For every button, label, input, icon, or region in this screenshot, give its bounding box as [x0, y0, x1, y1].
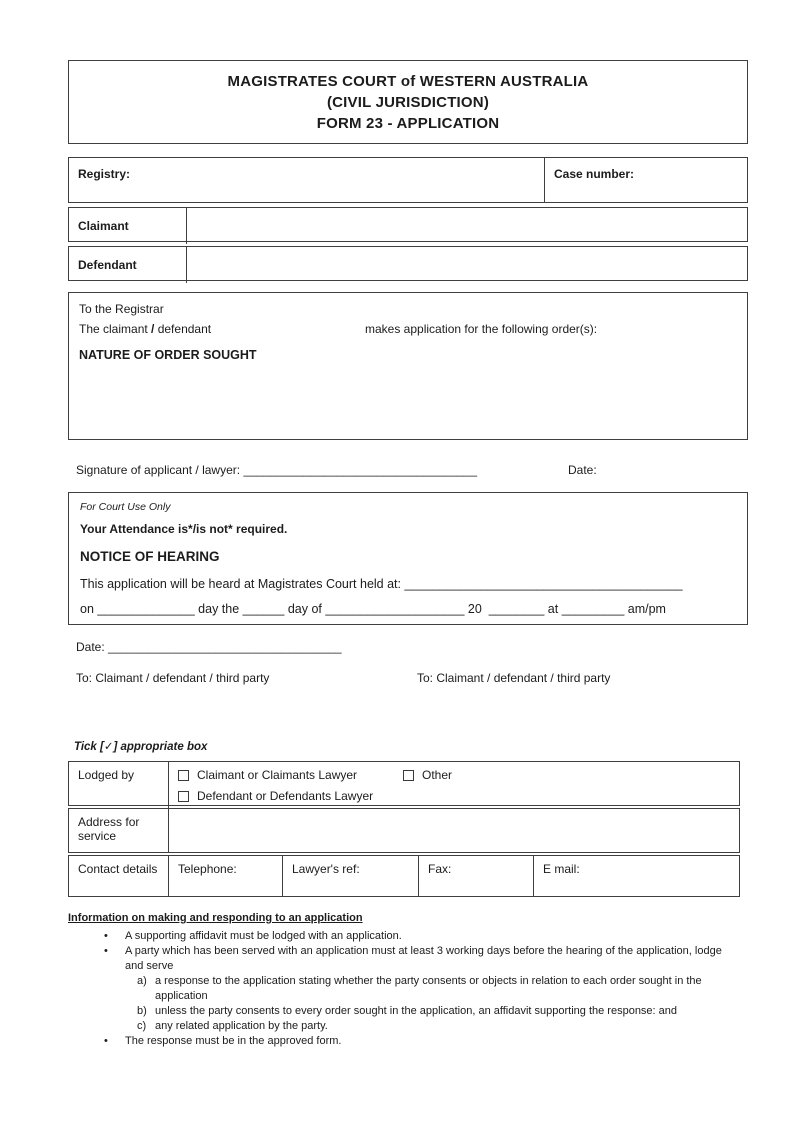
court-title: MAGISTRATES COURT of WESTERN AUSTRALIA — [227, 73, 589, 90]
address-for-service-label-cell — [69, 809, 168, 852]
lodged-by-line-1 — [178, 768, 730, 782]
registry-case-row — [68, 157, 748, 203]
defendant-field[interactable] — [187, 247, 747, 283]
party-slash: / — [151, 322, 155, 336]
email-label: E mail: — [543, 862, 580, 876]
registrar-salutation: To the Registrar — [79, 302, 164, 316]
registry-field[interactable] — [69, 158, 544, 202]
notice-date-blank: ___________________________________ — [108, 640, 342, 654]
lawyers-ref-field[interactable] — [282, 856, 418, 896]
info-bullet-2 — [68, 944, 748, 974]
lodged-by-label-cell — [69, 762, 168, 809]
notice-date-label: Date: — [76, 640, 109, 654]
contact-details-label-cell — [69, 856, 168, 896]
party-pre: The claimant — [79, 322, 152, 336]
info-bullet-3-text: The response must be in the approved form. — [125, 1035, 342, 1047]
claimant-lawyer-checkbox-label: Claimant or Claimants Lawyer — [197, 768, 358, 782]
lodged-by-options-cell — [168, 762, 739, 809]
party-application-line — [79, 322, 737, 336]
contact-details-row — [68, 855, 740, 897]
claimant-lawyer-option — [178, 768, 403, 782]
information-section — [68, 911, 748, 1049]
form-title-box — [68, 60, 748, 144]
address-for-service-label: Address for service — [78, 815, 140, 843]
info-bullet-2-text: A party which has been served with an application must at least 3 working days before the hearing of the application, lodge and serve — [125, 945, 722, 972]
lawyers-ref-label: Lawyer's ref: — [292, 862, 360, 876]
defendant-label: Defendant — [78, 258, 137, 272]
makes-application-text: makes application for the following order(s): — [365, 322, 598, 336]
lodged-by-row — [68, 761, 740, 806]
defendant-label-cell — [69, 247, 187, 283]
telephone-label: Telephone: — [178, 862, 237, 876]
nature-of-order-heading: NATURE OF ORDER SOUGHT — [79, 348, 257, 362]
registry-label: Registry: — [78, 167, 131, 181]
notice-date-row — [76, 640, 736, 654]
info-bullet-1-text: A supporting affidavit must be lodged with an application. — [125, 930, 402, 942]
notice-of-hearing-heading: NOTICE OF HEARING — [80, 549, 220, 564]
defendant-row — [68, 246, 748, 281]
form-number-title: FORM 23 - APPLICATION — [316, 115, 500, 132]
for-court-use-label: For Court Use Only — [80, 501, 171, 513]
info-bullet-3 — [68, 1034, 748, 1049]
tick-instruction: Tick [✓] appropriate box — [74, 741, 208, 753]
info-letter-a-text: a response to the application stating whether the party consents or objects in relation to each order sought in the application — [155, 975, 702, 1002]
to-party-left: To: Claimant / defendant / third party — [76, 671, 270, 685]
hearing-schedule-line: on ______________ day the ______ day of ____________________ 20 ________ at _________ am/pm — [80, 602, 666, 616]
info-letter-c — [68, 1019, 748, 1034]
defendant-lawyer-checkbox[interactable] — [178, 791, 189, 802]
claimant-label-cell — [69, 208, 187, 244]
information-heading: Information on making and responding to an application — [68, 912, 363, 924]
to-parties-row — [76, 671, 736, 685]
lodged-by-label: Lodged by — [78, 768, 135, 782]
letter-b-marker: b) — [137, 1005, 147, 1017]
bullet-marker: • — [104, 930, 108, 942]
to-party-right: To: Claimant / defendant / third party — [417, 671, 611, 685]
claimant-field[interactable] — [187, 208, 747, 244]
address-for-service-field[interactable] — [168, 809, 739, 852]
bullet-marker: • — [104, 1035, 108, 1047]
lodged-by-line-2 — [178, 789, 730, 803]
fax-field[interactable] — [418, 856, 533, 896]
info-bullet-1 — [68, 929, 748, 944]
info-letter-b — [68, 1004, 748, 1019]
court-use-box — [68, 492, 748, 625]
case-number-field[interactable] — [544, 158, 747, 202]
other-checkbox[interactable] — [403, 770, 414, 781]
signature-row — [76, 463, 748, 477]
claimant-lawyer-checkbox[interactable] — [178, 770, 189, 781]
email-field[interactable] — [533, 856, 739, 896]
signature-date-label: Date: — [568, 463, 597, 477]
info-letter-c-text: any related application by the party. — [155, 1020, 328, 1032]
signature-blank-line: ___________________________________ — [243, 463, 478, 477]
info-letter-b-text: unless the party consents to every order sought in the application, an affidavit supporting the response: and — [155, 1005, 678, 1017]
info-letter-a — [68, 974, 748, 1004]
application-box — [68, 292, 748, 440]
attendance-line: Your Attendance is*/is not* required. — [80, 522, 288, 536]
address-for-service-row — [68, 808, 740, 853]
fax-label: Fax: — [428, 862, 452, 876]
case-number-label: Case number: — [554, 167, 635, 181]
other-checkbox-label: Other — [422, 768, 453, 782]
signature-label: Signature of applicant / lawyer: — [76, 463, 244, 477]
held-at-line: This application will be heard at Magistrates Court held at: ________________________________________ — [80, 577, 683, 591]
telephone-field[interactable] — [168, 856, 282, 896]
claimant-row — [68, 207, 748, 242]
claimant-label: Claimant — [78, 219, 129, 233]
jurisdiction-title: (CIVIL JURISDICTION) — [326, 94, 490, 111]
party-selector — [79, 322, 365, 336]
letter-c-marker: c) — [137, 1020, 147, 1032]
letter-a-marker: a) — [137, 975, 147, 987]
party-post: defendant — [154, 322, 212, 336]
bullet-marker: • — [104, 945, 108, 957]
nature-of-order-field[interactable] — [79, 362, 737, 420]
defendant-lawyer-checkbox-label: Defendant or Defendants Lawyer — [197, 789, 374, 803]
contact-details-label: Contact details — [78, 862, 158, 876]
